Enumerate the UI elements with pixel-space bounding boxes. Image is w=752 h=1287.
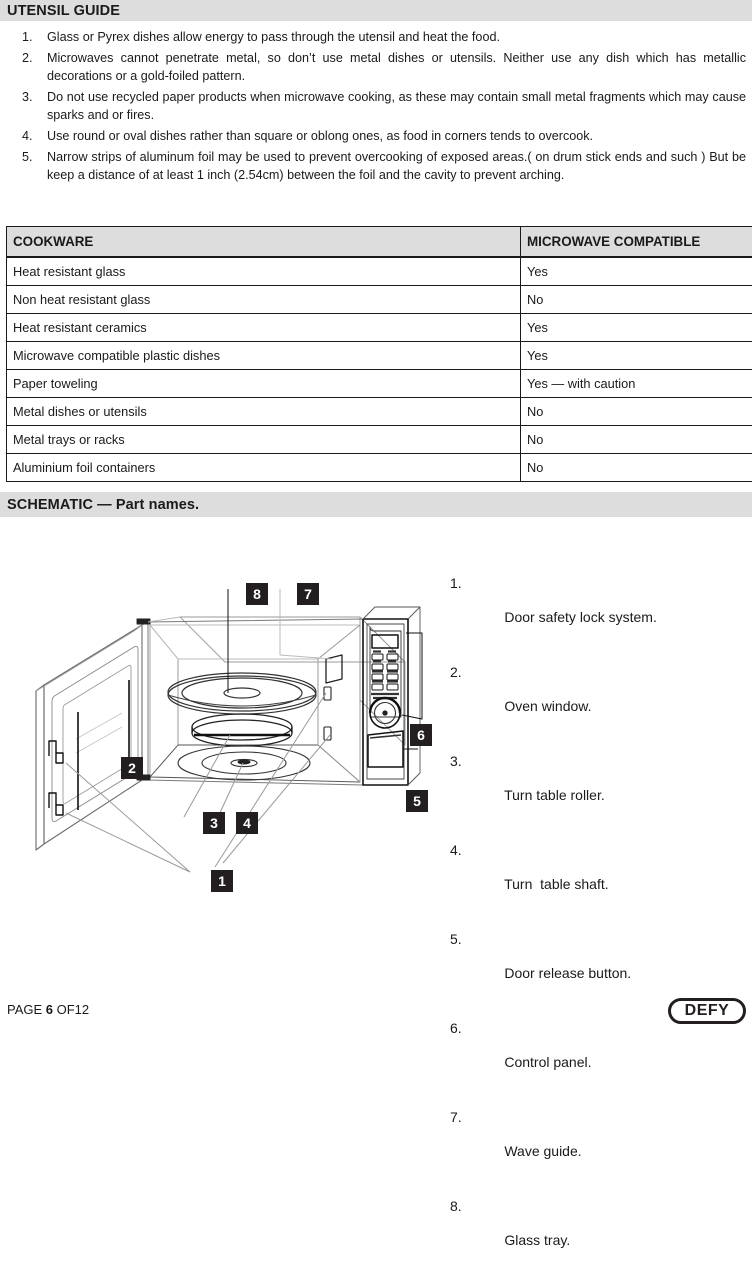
table-row bbox=[7, 314, 752, 342]
legend-item-number: 3. bbox=[450, 753, 462, 770]
microwave-oven-diagram bbox=[30, 567, 440, 897]
list-item-number: 5. bbox=[22, 148, 44, 167]
legend-item-7 bbox=[450, 1109, 740, 1177]
legend-item-3 bbox=[450, 753, 740, 821]
callout-7: 7 bbox=[297, 583, 319, 605]
table-row bbox=[7, 454, 752, 482]
list-item bbox=[0, 88, 752, 125]
list-item-number: 4. bbox=[22, 127, 44, 146]
cell-cookware: Aluminium foil containers bbox=[7, 454, 521, 482]
table-row bbox=[7, 370, 752, 398]
cookware-compatibility-table bbox=[6, 226, 752, 482]
schematic-area bbox=[0, 517, 752, 937]
cell-cookware: Metal trays or racks bbox=[7, 426, 521, 454]
cell-cookware: Paper toweling bbox=[7, 370, 521, 398]
list-item-text: Do not use recycled paper products when microwave cooking, as these may contain small metal fragments which may cause sparks and or fires. bbox=[47, 88, 746, 125]
list-item-number: 3. bbox=[22, 88, 44, 107]
cell-cookware: Heat resistant glass bbox=[7, 257, 521, 286]
parts-legend-list bbox=[450, 575, 740, 1287]
page-indicator bbox=[7, 1002, 89, 1017]
brand-name: DEFY bbox=[685, 1002, 730, 1020]
cell-compatible: Yes bbox=[521, 314, 752, 342]
table-header-row bbox=[7, 227, 752, 258]
cell-compatible: No bbox=[521, 286, 752, 314]
list-item-text: Glass or Pyrex dishes allow energy to pass through the utensil and heat the food. bbox=[47, 28, 746, 47]
cell-compatible: No bbox=[521, 398, 752, 426]
cell-compatible: No bbox=[521, 454, 752, 482]
table-row bbox=[7, 342, 752, 370]
legend-item-number: 4. bbox=[450, 842, 462, 859]
cell-compatible: Yes bbox=[521, 257, 752, 286]
list-item-text: Microwaves cannot penetrate metal, so don’t use metal dishes or utensils. Neither use any dish which has metallic decorations or a gold-foiled pattern. bbox=[47, 49, 746, 86]
cell-cookware: Non heat resistant glass bbox=[7, 286, 521, 314]
cell-compatible: Yes bbox=[521, 342, 752, 370]
list-item-number: 1. bbox=[22, 28, 44, 47]
table-row bbox=[7, 426, 752, 454]
table-row bbox=[7, 286, 752, 314]
legend-item-5 bbox=[450, 931, 740, 999]
legend-item-number: 1. bbox=[450, 575, 462, 592]
cell-cookware: Metal dishes or utensils bbox=[7, 398, 521, 426]
legend-item-4 bbox=[450, 842, 740, 910]
list-item bbox=[0, 28, 752, 47]
legend-item-8 bbox=[450, 1198, 740, 1266]
callout-1: 1 bbox=[211, 870, 233, 892]
legend-item-1 bbox=[450, 575, 740, 643]
page-prefix: PAGE bbox=[7, 1002, 46, 1017]
legend-item-number: 6. bbox=[450, 1020, 462, 1037]
callout-6: 6 bbox=[410, 724, 432, 746]
callout-3: 3 bbox=[203, 812, 225, 834]
legend-item-label: Door safety lock system. bbox=[504, 609, 657, 625]
callout-5: 5 bbox=[406, 790, 428, 812]
legend-item-label: Control panel. bbox=[504, 1054, 591, 1070]
utensil-guide-title: UTENSIL GUIDE bbox=[0, 3, 120, 19]
callout-2: 2 bbox=[121, 757, 143, 779]
list-item bbox=[0, 148, 752, 185]
legend-item-label: Turn table roller. bbox=[504, 787, 605, 803]
page-suffix: OF12 bbox=[53, 1002, 89, 1017]
list-item-text: Use round or oval dishes rather than square or oblong ones, as food in corners tends to overcook. bbox=[47, 127, 746, 146]
cell-compatible: No bbox=[521, 426, 752, 454]
table-row bbox=[7, 257, 752, 286]
page-number: 6 bbox=[46, 1002, 53, 1017]
schematic-header-bar bbox=[0, 492, 752, 517]
legend-item-2 bbox=[450, 664, 740, 732]
cell-cookware: Heat resistant ceramics bbox=[7, 314, 521, 342]
legend-item-6 bbox=[450, 1020, 740, 1088]
legend-item-number: 7. bbox=[450, 1109, 462, 1126]
list-item-number: 2. bbox=[22, 49, 44, 68]
page-footer bbox=[0, 998, 752, 1030]
defy-brand-logo bbox=[668, 998, 746, 1024]
schematic-title: SCHEMATIC — Part names. bbox=[0, 497, 199, 513]
utensil-guide-header-bar bbox=[0, 0, 752, 21]
legend-item-label: Glass tray. bbox=[504, 1232, 570, 1248]
legend-item-label: Turn table shaft. bbox=[504, 876, 609, 892]
legend-item-label: Door release button. bbox=[504, 965, 631, 981]
utensil-guide-list bbox=[0, 28, 752, 187]
list-item-text: Narrow strips of aluminum foil may be used to prevent overcooking of exposed areas.( on drum stick ends and such ) But be keep a distance of at least 1 inch (2.54cm) between the foil and the cavity to prevent arching. bbox=[47, 148, 746, 185]
legend-item-number: 2. bbox=[450, 664, 462, 681]
table-row bbox=[7, 398, 752, 426]
column-header-cookware: COOKWARE bbox=[7, 227, 521, 258]
cell-compatible: Yes — with caution bbox=[521, 370, 752, 398]
legend-item-label: Wave guide. bbox=[504, 1143, 581, 1159]
legend-item-label: Oven window. bbox=[504, 698, 591, 714]
column-header-microwave-compatible: MICROWAVE COMPATIBLE bbox=[521, 227, 752, 258]
callout-8: 8 bbox=[246, 583, 268, 605]
legend-item-number: 5. bbox=[450, 931, 462, 948]
cell-cookware: Microwave compatible plastic dishes bbox=[7, 342, 521, 370]
list-item bbox=[0, 49, 752, 86]
legend-item-number: 8. bbox=[450, 1198, 462, 1215]
list-item bbox=[0, 127, 752, 146]
callout-4: 4 bbox=[236, 812, 258, 834]
